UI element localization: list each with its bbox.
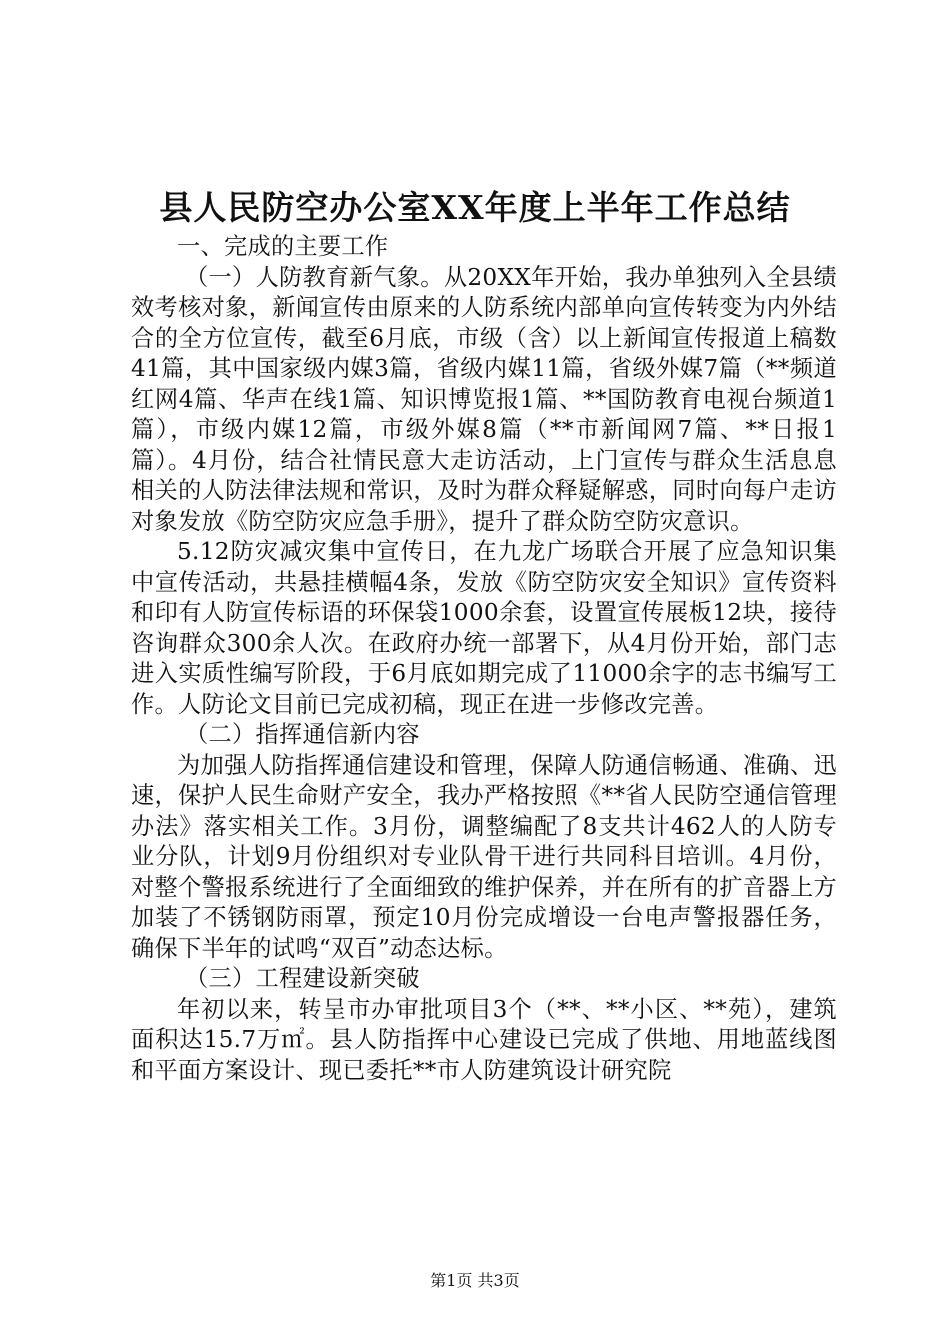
- page-footer: 第1页 共3页: [430, 1271, 520, 1290]
- section-heading-main-work: 一、完成的主要工作: [177, 233, 389, 260]
- paragraph-civil-defense-education: （一）人防教育新气象。从20XX年开始，我办单独列入全县绩效考核对象，新闻宣传由原来的人防系统内部单向宣传转变为内外结合的全方位宣传，截至6月底，市级（含）以上新闻宣传报道上稿数41篇，其中国家级内媒3篇，省级内媒11篇，省级外媒7篇（**频道红网4篇、华声在线1篇、知识博览报1篇、**国防教育电视台频道1篇），市级内媒12篇，市级外媒8篇（**市新闻网7篇、**日报1篇）。4月份，结合社情民意大走访活动，上门宣传与群众生活息息相关的人防法律法规和常识，及时为群众释疑解惑，同时向每户走访对象发放《防空防灾应急手册》，提升了群众防空防灾意识。: [131, 263, 837, 535]
- paragraph-command-communication: 为加强人防指挥通信建设和管理，保障人防通信畅通、准确、迅速，保护人民生命财产安全，我办严格按照《**省人民防空通信管理办法》落实相关工作。3月份，调整编配了8支共计462人的人防专业分队，计划9月份组织对专业队骨干进行共同科目培训。4月份，对整个警报系统进行了全面细致的维护保养，并在所有的扩音器上方加装了不锈钢防雨罩，预定10月份完成增设一台电声警报器任务，确保下半年的试鸣“双百”动态达标。: [131, 751, 837, 962]
- subsection-heading-engineering: （三）工程建设新突破: [185, 965, 420, 992]
- paragraph-disaster-prevention-day: 5.12防灾减灾集中宣传日，在九龙广场联合开展了应急知识集中宣传活动，共悬挂横幅4条，发放《防空防灾安全知识》宣传资料和印有人防宣传标语的环保袋1000余套，设置宣传展板12块，接待咨询群众300余人次。在政府办统一部署下，从4月份开始，部门志进入实质性编写阶段，于6月底如期完成了11000余字的志书编写工作。人防论文目前已完成初稿，现正在进一步修改完善。: [131, 538, 837, 718]
- paragraph-engineering: 年初以来，转呈市办审批项目3个（**、**小区、**苑），建筑面积达15.7万㎡。县人防指挥中心建设已完成了供地、用地蓝线图和平面方案设计、现已委托**市人防建筑设计研究院: [131, 995, 837, 1084]
- subsection-heading-command-communication: （二）指挥通信新内容: [185, 721, 420, 748]
- document-body: [131, 232, 837, 1086]
- document-title: 县人民防空办公室XX年度上半年工作总结: [159, 188, 791, 227]
